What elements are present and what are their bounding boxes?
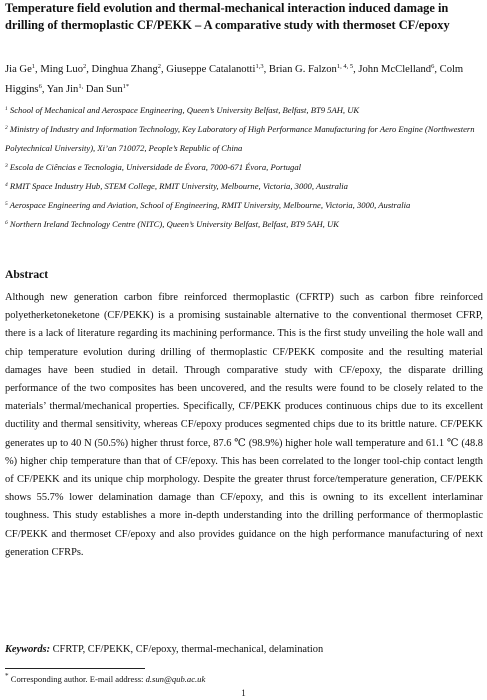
author-3: Dinghua Zhang$^2$, [91, 63, 167, 75]
footnote-divider [5, 668, 145, 669]
keywords-text: CFRTP, CF/PEKK, CF/epoxy, thermal-mechanical, delamination [50, 644, 324, 655]
author-6: John McClelland$^6$, [358, 63, 440, 75]
affiliation-4: $^4$ RMIT Space Industry Hub, STEM College, RMIT University, Melbourne, Victoria, 3000, Australia [5, 181, 348, 191]
page-number: 1 [241, 688, 246, 698]
author-1: Jia Ge$^1$, [5, 63, 41, 75]
author-4: Giuseppe Catalanotti$^{1,3}$, [166, 63, 269, 75]
affiliation-6: $^6$ Northern Ireland Technology Centre (NITC), Queen’s University Belfast, Belfast, BT9 5AH, UK [5, 219, 339, 229]
affiliation-3: $^3$ Escola de Ciências e Tecnologia, Universidade de Évora, 7000-671 Évora, Portugal [5, 162, 302, 172]
affiliation-2: $^2$ Ministry of Industry and Information Technology, Key Laboratory of High Performance Manufacturing for Aero Engine (Northwestern Polytechnical University), Xi’an 710072, People’s Republic of China [5, 124, 475, 153]
affiliation-5: $^5$ Aerospace Engineering and Aviation, School of Engineering, RMIT University, Melbourne, Victoria, 3000, Australia [5, 200, 411, 210]
author-list [5, 60, 483, 100]
affiliation-list [5, 101, 483, 234]
keywords-label: Keywords: [5, 644, 51, 655]
keywords-line [5, 643, 483, 657]
author-9: Dan Sun$^{1*}$ [85, 83, 130, 95]
corresponding-author-footnote: * Corresponding author. E-mail address: d.sun@qub.ac.uk [5, 672, 206, 684]
author-5: Brian G. Falzon$^{1, 4, 5}$, [268, 63, 359, 75]
abstract-heading: Abstract [5, 268, 49, 281]
affiliation-1: $^1$ School of Mechanical and Aerospace Engineering, Queen’s University Belfast, Belfast, BT9 5AH, UK [5, 105, 360, 115]
abstract-body: Although new generation carbon fibre reinforced thermoplastic (CFRTP) such as carbon fibre reinforced polyetherketoneketone (CF/PEKK) is a promising sustainable alternative to the conventional thermoset CFRP, there is a lack of literature regarding its machining performance. This is the first study unveiling the hole wall and chip temperature evolution during drilling of thermoplastic CF/PEKK composite and the resulting material damages have been studied in detail. Through comparative study with CF/epoxy, the disparate drilling performance of the two composites has been uncovered, and the results were found to be closely related to the materials’ thermal/mechanical properties. Specifically, CF/PEKK produces continuous chips due to its excellent ductility and thermal sensitivity, whereas CF/epoxy produces segmented chips due to its brittle nature. CF/PEKK generates up to 40 N (50.5%) higher thrust force, 87.6 ℃ (98.9%) higher hole wall temperature and 61.1 ℃ (48.8 %) higher chip temperature than that of CF/epoxy. This has been correlated to the longer tool-chip contact length of CF/PEKK and its unique chip morphology. Despite the greater thrust force/temperature generation, CF/PEKK shows 55.7% lower delamination damage than CF/epoxy, and this is owning to its excellent interlaminar toughness. This study establishes a more in-depth understanding into the drilling performance of thermoplastic CF/PEKK and thermoset CF/epoxy and also provides guidance on the high performance manufacturing of next generation CFRPs. [5, 292, 483, 558]
author-email: d.sun@qub.ac.uk [145, 673, 206, 684]
author-2: Ming Luo$^2$, [40, 63, 92, 75]
author-8: Yan Jin$^{1,}$ [46, 83, 84, 95]
paper-title: Temperature field evolution and thermal-mechanical interaction induced damage in drilling of thermoplastic CF/PEKK – A comparative study with thermoset CF/epoxy [5, 1, 450, 32]
author-7: Colm Higgins$^6$, [5, 64, 464, 95]
